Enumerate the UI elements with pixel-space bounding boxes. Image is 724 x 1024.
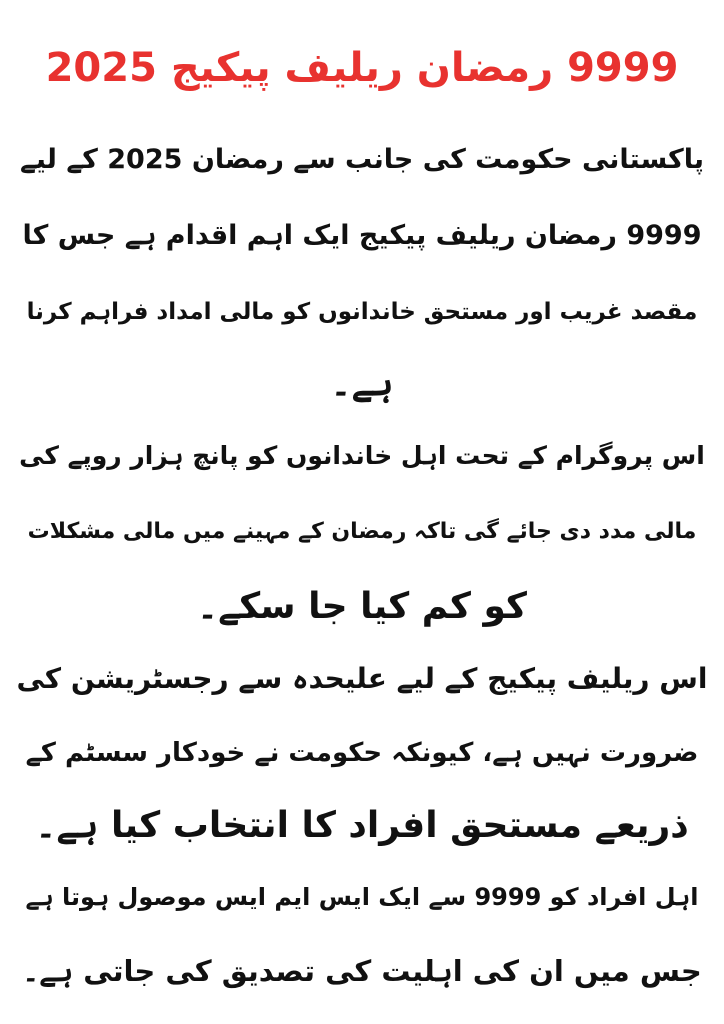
paragraph-line: ذریعے مستحق افراد کا انتخاب کیا ہے۔: [35, 805, 689, 846]
paragraph-line: 9999 رمضان ریلیف پیکیج ایک اہم اقدام ہے جس کا: [22, 220, 702, 251]
paragraph-line: مالی مدد دی جائے گی تاکہ رمضان کے مہینے میں مالی مشکلات: [27, 519, 697, 544]
paragraph-line: مقصد غریب اور مستحق خاندانوں کو مالی امداد فراہم کرنا: [26, 299, 698, 325]
page-title: 9999 رمضان ریلیف پیکیج 2025: [45, 45, 679, 91]
paragraph-line: کو کم کیا جا سکے۔: [197, 586, 527, 627]
paragraph-line: جس میں ان کی اہلیت کی تصدیق کی جاتی ہے۔: [22, 954, 702, 988]
paragraph-line: ہے۔: [330, 363, 394, 404]
paragraph-line: اس پروگرام کے تحت اہل خاندانوں کو پانچ ہزار روپے کی: [19, 441, 705, 470]
paragraph-line: اہل افراد کو 9999 سے ایک ایس ایم ایس موصول ہوتا ہے: [25, 883, 699, 911]
paragraph-line: اس ریلیف پیکیج کے لیے علیحدہ سے رجسٹریشن کی: [16, 662, 708, 695]
paragraph-line: پاکستانی حکومت کی جانب سے رمضان 2025 کے لیے: [19, 144, 705, 175]
paragraph-line: ضرورت نہیں ہے، کیونکہ حکومت نے خودکار سسٹم کے: [25, 738, 699, 768]
